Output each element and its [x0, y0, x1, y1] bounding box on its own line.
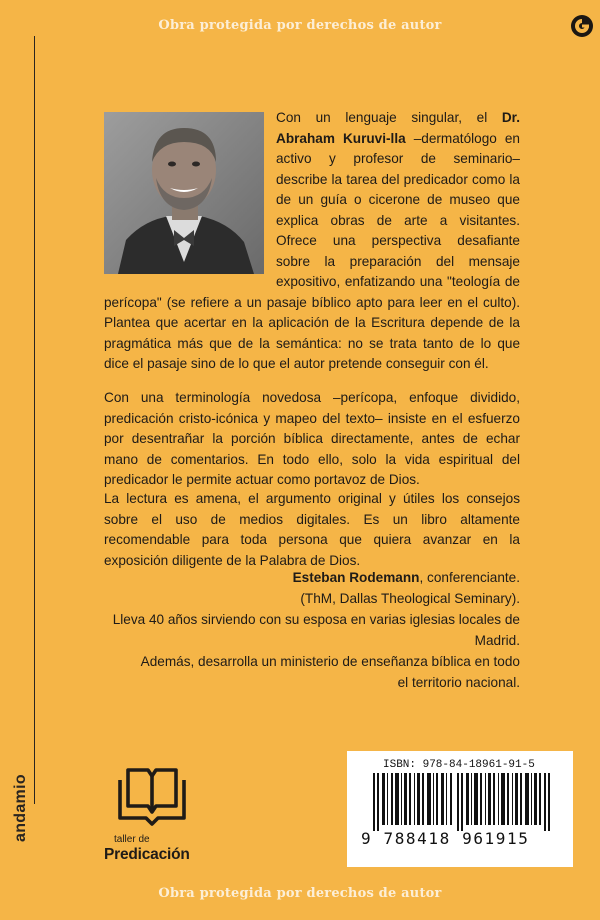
watermark-bottom: Obra protegida por derechos de autor — [158, 886, 442, 901]
review-p1-body: –dermatólogo en activo y profesor de seminario– describe la tarea del predicador como la de un guía o cicerone de museo que explica obras de arte a visitantes. Ofrece una perspectiva desafiante sobre la preparación del mensaje expositivo, enfatizando una "teología de perícopa" (se refiere a un pasaje bíblico apto para leer en el culto). Plantea que acertar en la aplicación de la Escritura depende de la pragmática más que de la semántica: no se trata tanto de lo que dice el pasaje sino de lo que el autor pretende conseguir con él. — [104, 130, 520, 371]
review-paragraph-2: Con una terminología novedosa –perícopa, enfoque dividido, predicación cristo-icónica y mapeo del texto– insiste en el esfuerzo por desentrañar la porción bíblica directamente, antes de echar mano de comentarios. En todo ello, solo la vida espiritual del predicador le permite actuar como portavoz de Dios. — [104, 390, 520, 487]
reviewer-line-1 — [80, 567, 520, 588]
author-name: Dr. Abraham Kuruvi-lla — [276, 110, 520, 146]
open-book-icon — [114, 766, 190, 835]
reviewer-signature — [80, 567, 520, 693]
brand-title: Predicación — [104, 846, 190, 863]
review-paragraph-3: La lectura es amena, el argumento original y útiles los consejos sobre el uso de medios digitales. Es un libro altamente recomendable para toda persona que quiera avanzar en la exposición diligente de la Palabra de Dios. — [104, 491, 520, 568]
circle-logo-icon — [570, 14, 594, 38]
review-p1-intro: Con un lenguaje singular, el — [276, 110, 502, 125]
reviewer-name: Esteban Rodemann — [292, 570, 420, 585]
watermark-top: Obra protegida por derechos de autor — [158, 18, 442, 33]
spine-label: andamio — [12, 774, 29, 842]
isbn-digits: 9 788418 961915 — [361, 829, 530, 848]
reviewer-role: , conferenciante. — [419, 570, 520, 585]
brand-small-text: taller de — [114, 834, 150, 845]
isbn-barcode-box — [347, 751, 573, 867]
isbn-label: ISBN: 978-84-18961-91-5 — [383, 759, 535, 771]
photo-spacer — [104, 108, 276, 280]
review-paragraph-1 — [104, 108, 520, 375]
reviewer-line-3: Lleva 40 años sirviendo con su esposa en varias iglesias locales de Madrid. — [112, 612, 520, 648]
taller-predicacion-logo — [98, 766, 218, 870]
reviewer-line-5: el territorio nacional. — [397, 675, 520, 690]
reviewer-line-2: (ThM, Dallas Theological Seminary). — [300, 591, 520, 606]
barcode-icon — [373, 773, 551, 831]
spine-divider — [34, 36, 35, 804]
reviewer-line-4: Además, desarrolla un ministerio de enseñanza bíblica en todo — [140, 654, 520, 669]
